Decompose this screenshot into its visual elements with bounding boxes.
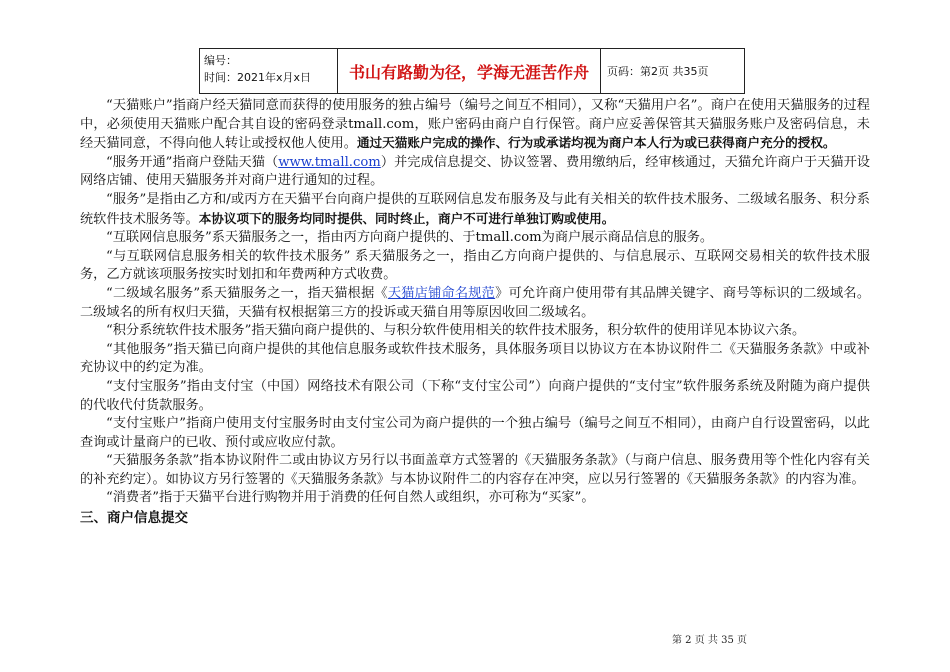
header-motto: 书山有路勤为径，学海无涯苦作舟 (338, 49, 601, 93)
paragraph-points-system: “积分系统软件技术服务”指天猫向商户提供的、与积分软件使用相关的软件技术服务，积分软件的使用详见本协议六条。 (106, 323, 806, 339)
page-footer: 第 2 页 共 35 页 (672, 635, 747, 646)
section-heading: 三、商户信息提交 (80, 510, 188, 527)
paragraph-service-terms: “天猫服务条款”指本协议附件二或由协议方另行以书面盖章方式签署的《天猫服务条款》（与商户信息、服务费用等个性化内容有关的补充约定）。如协议方另行签署的《天猫服务条款》与本协议附件二的内容存在冲突，应以另行签署的《天猫服务条款》的内容为准。 (80, 453, 870, 487)
header-page-number: 页码：第2页 共35页 (607, 65, 709, 78)
page-header-table (199, 48, 745, 94)
paragraph-internet-info-service: “互联网信息服务”系天猫服务之一，指由丙方向商户提供的、于tmall.com为商户展示商品信息的服务。 (106, 230, 714, 246)
paragraph-consumer: “消费者”指于天猫平台进行购物并用于消费的任何自然人或组织，亦可称为“买家”。 (106, 490, 595, 506)
paragraph-other-services: “其他服务”指天猫已向商户提供的其他信息服务或软件技术服务，具体服务项目以协议方在本协议附件二《天猫服务条款》中或补充协议中的约定为准。 (80, 341, 870, 376)
document-number-label: 编号： (204, 54, 237, 67)
paragraph-alipay-account: “支付宝账户”指商户使用支付宝服务时由支付宝公司为商户提供的一个独占编号（编号之间互不相同），由商户自行设置密码，以此查询或计量商户的已收、预付或应收应付款。 (80, 416, 870, 450)
document-time-label: 时间：2021年x月x日 (204, 71, 312, 84)
document-body (80, 97, 870, 528)
tmall-link[interactable]: www.tmall.com (278, 154, 381, 170)
paragraph-subdomain-service: “二级域名服务”系天猫服务之一，指天猫根据《天猫店铺命名规范》可允许商户使用带有其品牌关键字、商号等标识的二级域名。二级域名的所有权归天猫，天猫有权根据第三方的投诉或天猫自用等原因收回二级域名。 (80, 285, 871, 320)
header-meta-cell (200, 49, 338, 93)
paragraph-service-activation: “服务开通”指商户登陆天猫（www.tmall.com）并完成信息提交、协议签署、费用缴纳后，经审核通过，天猫允许商户于天猫开设网络店铺、使用天猫服务并对商户进行通知的过程。 (80, 154, 870, 189)
paragraph-alipay-service: “支付宝服务”指由支付宝（中国）网络技术有限公司（下称“支付宝公司”）向商户提供的“支付宝”软件服务系统及附随为商户提供的代收代付货款服务。 (80, 378, 870, 413)
paragraph-service: “服务”是指由乙方和/或丙方在天猫平台向商户提供的互联网信息发布服务及与此有关相关的软件技术服务、二级域名服务、积分系统软件技术服务等。本协议项下的服务均同时提供、同时终止，商户不可进行单独订购或使用。 (80, 191, 870, 227)
store-naming-rules-link[interactable]: 天猫店铺命名规范 (387, 285, 496, 301)
paragraph-software-tech-service: “与互联网信息服务相关的软件技术服务” 系天猫服务之一，指由乙方向商户提供的、与信息展示、互联网交易相关的软件技术服务，乙方就该项服务按实时划扣和年费两种方式收费。 (80, 248, 870, 283)
paragraph-tmall-account: “天猫账户”指商户经天猫同意而获得的使用服务的独占编号（编号之间互不相同），又称“天猫用户名”。商户在使用天猫服务的过程中，必须使用天猫账户配合其自设的密码登录tmall.com，账户密码由商户自行保管。商户应妥善保管其天猫服务账户及密码信息，未经天猫同意，不得向他人转让或授权他人使用。通过天猫账户完成的操作、行为或承诺均视为商户本人行为或已获得商户充分的授权。 (80, 98, 870, 152)
